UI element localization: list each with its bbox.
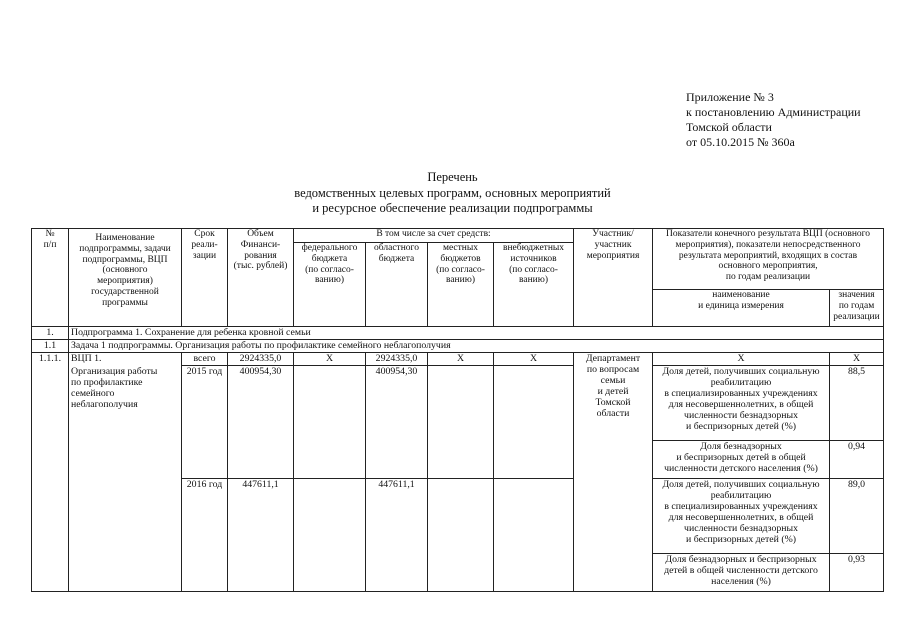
item-name: Организация работы по профилактике семейного неблагополучия: [69, 366, 182, 592]
header-ind-name: наименование и единица измерения: [653, 290, 830, 327]
row-num-continuation: [32, 366, 69, 592]
term-cell: 2016 год: [182, 479, 228, 592]
header-name: Наименование подпрограммы, задачи подпрограммы, ВЦП (основного мероприятия) государственной программы: [69, 229, 182, 327]
row-num: 1.1.1.: [32, 353, 69, 366]
program-table: [31, 228, 884, 592]
row-num: 1.1: [32, 340, 69, 353]
appendix-block: [686, 90, 861, 150]
indicator-value: 89,0: [830, 479, 884, 554]
table-row: [32, 327, 884, 340]
header-volume: Объем Финанси- рования (тыс. рублей): [228, 229, 294, 327]
header-num: № п/п: [32, 229, 69, 327]
regional-cell: 447611,1: [366, 479, 428, 592]
title-line: ведомственных целевых программ, основных мероприятий: [294, 185, 611, 200]
indicator-value: X: [830, 353, 884, 366]
header-ind-value: значения по годам реализации: [830, 290, 884, 327]
header-indicators: Показатели конечного результата ВЦП (основного мероприятия), показатели непосредственного результата мероприятий, входящих в состав основного мероприятия, по годам реализации: [653, 229, 884, 290]
item-code: ВЦП 1.: [69, 353, 182, 366]
regional-cell: 2924335,0: [366, 353, 428, 366]
volume-cell: 447611,1: [228, 479, 294, 592]
indicator-value: 0,94: [830, 441, 884, 479]
header-including: В том числе за счет средств:: [294, 229, 574, 243]
federal-cell: [294, 366, 366, 479]
table-row: [32, 340, 884, 353]
indicator-value: 0,93: [830, 554, 884, 592]
document-title: [0, 170, 905, 217]
term-cell: всего: [182, 353, 228, 366]
title-line: и ресурсное обеспечение реализации подпрограммы: [312, 201, 593, 215]
regional-cell: 400954,30: [366, 366, 428, 479]
federal-cell: [294, 479, 366, 592]
title-line: Перечень: [427, 170, 478, 184]
extra-cell: [494, 366, 574, 479]
appendix-line: к постановлению Администрации: [686, 105, 861, 119]
header-local: местных бюджетов (по согласо- ванию): [428, 243, 494, 327]
appendix-line: Томской области: [686, 120, 772, 134]
federal-cell: X: [294, 353, 366, 366]
appendix-line: Приложение № 3: [686, 90, 774, 104]
local-cell: [428, 479, 494, 592]
indicator-name: Доля детей, получивших социальную реабилитацию в специализированных учреждениях для несовершеннолетних, в общей численности безнадзорных и беспризорных детей (%): [653, 366, 830, 441]
indicator-name: Доля безнадзорных и беспризорных детей в общей численности детского населения (%): [653, 441, 830, 479]
appendix-line: от 05.10.2015 № 360а: [686, 135, 795, 149]
subprogram-label: Подпрограмма 1. Сохранение для ребенка кровной семьи: [69, 327, 884, 340]
volume-cell: 400954,30: [228, 366, 294, 479]
header-participant: Участник/ участник мероприятия: [574, 229, 653, 327]
header-term: Срок реали- зации: [182, 229, 228, 327]
term-cell: 2015 год: [182, 366, 228, 479]
participant-cell: Департамент по вопросам семьи и детей Томской области: [574, 353, 653, 592]
indicator-name: X: [653, 353, 830, 366]
table-row: [32, 353, 884, 366]
header-federal: федерального бюджета (по согласо- ванию): [294, 243, 366, 327]
volume-cell: 2924335,0: [228, 353, 294, 366]
row-num: 1.: [32, 327, 69, 340]
indicator-value: 88,5: [830, 366, 884, 441]
local-cell: [428, 366, 494, 479]
header-extra: внебюджетных источников (по согласо- ванию): [494, 243, 574, 327]
table-row: [32, 366, 884, 441]
extra-cell: [494, 479, 574, 592]
indicator-name: Доля безнадзорных и беспризорных детей в общей численности детского населения (%): [653, 554, 830, 592]
indicator-name: Доля детей, получивших социальную реабилитацию в специализированных учреждениях для несовершеннолетних, в общей численности безнадзорных и беспризорных детей (%): [653, 479, 830, 554]
local-cell: X: [428, 353, 494, 366]
header-regional: областного бюджета: [366, 243, 428, 327]
task-label: Задача 1 подпрограммы. Организация работы по профилактике семейного неблагополучия: [69, 340, 884, 353]
extra-cell: X: [494, 353, 574, 366]
